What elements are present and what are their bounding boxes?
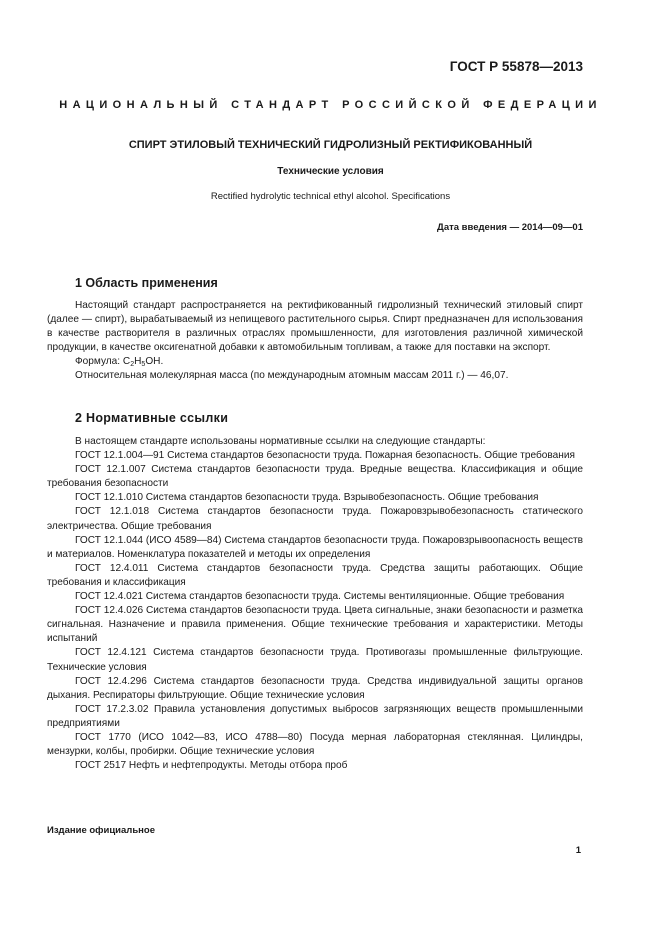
- section-1-body: [47, 299, 583, 384]
- references-intro: В настоящем стандарте использованы нормативные ссылки на следующие стандарты:: [75, 436, 486, 447]
- reference-item: ГОСТ 12.1.010 Система стандартов безопасности труда. Взрывобезопасность. Общие требования: [75, 492, 539, 504]
- reference-item: ГОСТ 12.1.007 Система стандартов безопасности труда. Вредные вещества. Классификация и общие требования безопасности: [47, 464, 583, 490]
- reference-item: ГОСТ 2517 Нефть и нефтепродукты. Методы отбора проб: [75, 760, 348, 772]
- reference-item: ГОСТ 12.4.296 Система стандартов безопасности труда. Средства индивидуальной защиты органов дыхания. Респираторы фильтрующие. Общие технические условия: [47, 675, 583, 701]
- formula-line: [47, 355, 583, 369]
- reference-item: ГОСТ 12.1.004—91 Система стандартов безопасности труда. Пожарная безопасность. Общие требования: [75, 450, 575, 462]
- formula-label: Формула:: [75, 356, 123, 368]
- introduction-date: Дата введения — 2014—09—01: [437, 222, 583, 233]
- official-edition-label: Издание официальное: [47, 825, 155, 836]
- scope-paragraph: Настоящий стандарт распространяется на ректификованный гидролизный технический этиловый спирт (далее — спирт), вырабатываемый из непищевого растительного сырья. Спирт предназначен для использования в качестве растворителя в различных отраслях промышленности, для изготовления различной химической продукции, в качестве оксигенатной добавки к автомобильным топливам, а также для поставки на экспорт.: [47, 300, 583, 354]
- references-list: [47, 449, 583, 773]
- gost-code: ГОСТ Р 55878—2013: [449, 59, 583, 74]
- reference-item: ГОСТ 17.2.3.02 Правила установления допустимых выбросов загрязняющих веществ промышленными предприятиями: [47, 703, 583, 729]
- english-title: Rectified hydrolytic technical ethyl alcohol. Specifications: [210, 191, 451, 202]
- reference-item: ГОСТ 12.1.044 (ИСО 4589—84) Система стандартов безопасности труда. Пожаровзрывоопасность веществ и материалов. Номенклатура показателей и методы их определения: [47, 534, 583, 560]
- chemical-formula: $C_2H_5OH$.: [122, 356, 164, 369]
- national-standard-banner: НАЦИОНАЛЬНЫЙ СТАНДАРТ РОССИЙСКОЙ ФЕДЕРАЦИИ: [59, 99, 602, 111]
- section-2-body: [47, 435, 583, 773]
- molar-mass-line: Относительная молекулярная масса (по международным атомным массам 2011 г.) — 46,07.: [75, 370, 509, 382]
- standard-subtitle: Технические условия: [277, 166, 384, 177]
- page-number: 1: [575, 845, 581, 856]
- reference-item: ГОСТ 12.1.018 Система стандартов безопасности труда. Пожаровзрывобезопасность статического электричества. Общие требования: [47, 506, 583, 532]
- reference-item: ГОСТ 1770 (ИСО 1042—83, ИСО 4788—80) Посуда мерная лабораторная стеклянная. Цилиндры, мензурки, колбы, пробирки. Общие технические условия: [47, 731, 583, 758]
- section-1-heading: 1 Область применения: [75, 276, 218, 290]
- reference-item: ГОСТ 12.4.011 Система стандартов безопасности труда. Средства защиты работающих. Общие требования и классификация: [47, 562, 583, 588]
- standard-title: СПИРТ ЭТИЛОВЫЙ ТЕХНИЧЕСКИЙ ГИДРОЛИЗНЫЙ РЕКТИФИКОВАННЫЙ: [128, 139, 533, 151]
- reference-item: ГОСТ 12.4.121 Система стандартов безопасности труда. Противогазы промышленные фильтрующие. Технические условия: [47, 647, 583, 673]
- reference-item: ГОСТ 12.4.026 Система стандартов безопасности труда. Цвета сигнальные, знаки безопасности и разметка сигнальная. Назначение и правила применения. Общие технические требования и характеристики. Методы испытаний: [47, 605, 583, 645]
- section-2-heading: 2 Нормативные ссылки: [75, 411, 229, 425]
- reference-item: ГОСТ 12.4.021 Система стандартов безопасности труда. Системы вентиляционные. Общие требования: [75, 591, 565, 603]
